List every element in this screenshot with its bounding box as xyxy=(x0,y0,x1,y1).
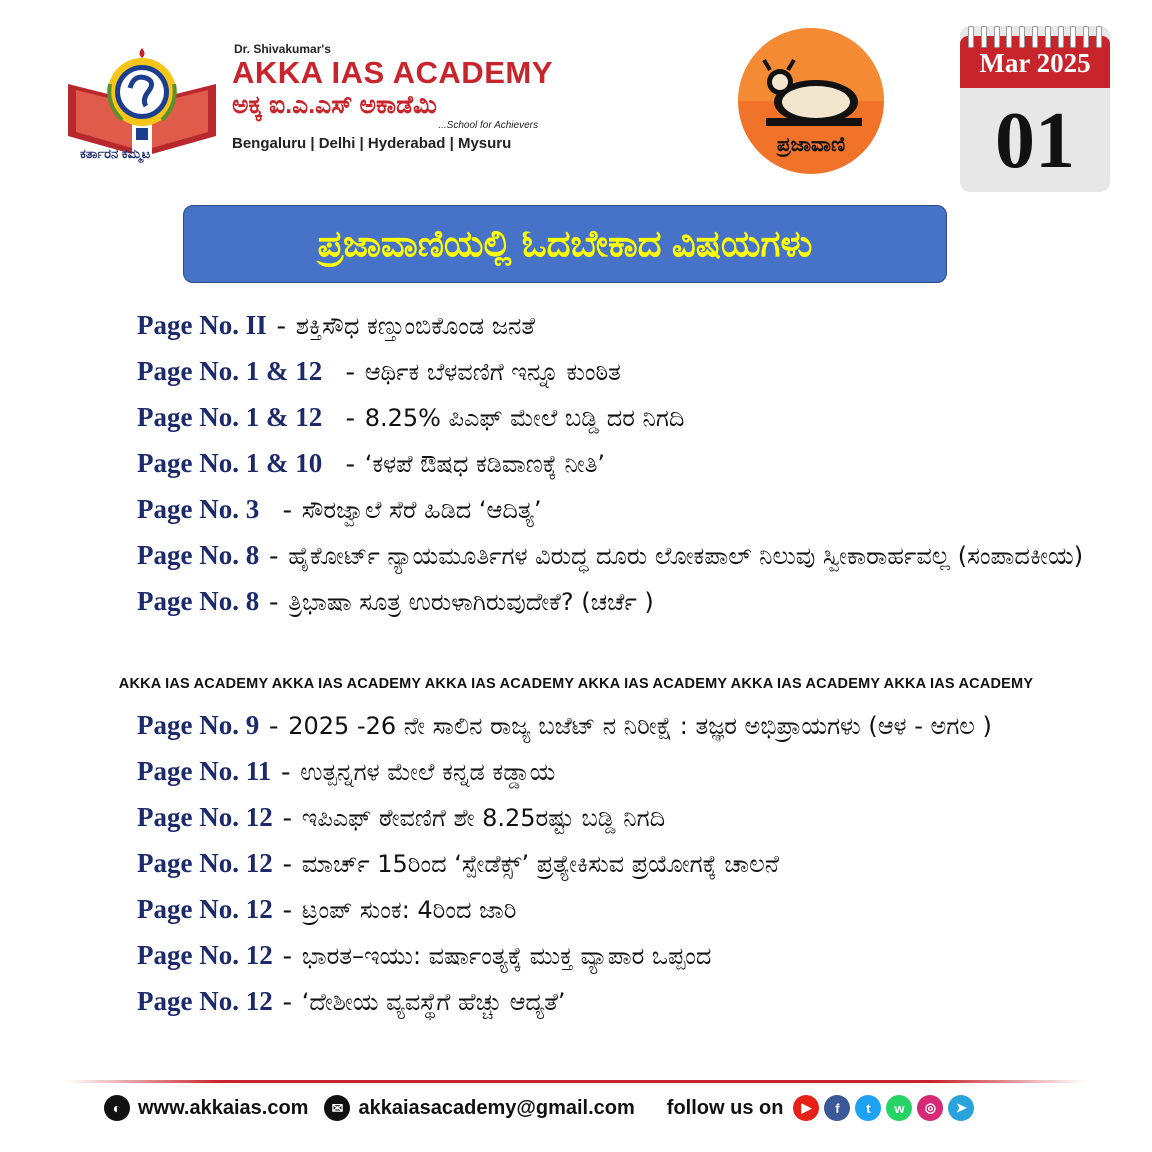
brand-prefix: Dr. Shivakumar's xyxy=(234,42,331,56)
article-title: ಸೌರಜ್ವಾಲೆ ಸೆರೆ ಹಿಡಿದ ‘ಆದಿತ್ಯ’ xyxy=(301,496,542,524)
facebook-icon[interactable]: f xyxy=(824,1095,850,1121)
page-number: Page No. 8 xyxy=(137,540,260,570)
page-number: Page No. 1 & 12 xyxy=(137,356,323,386)
globe-icon: ◐ xyxy=(104,1095,130,1121)
article-row: Page No. 3 - ಸೌರಜ್ವಾಲೆ ಸೆರೆ ಹಿಡಿದ ‘ಆದಿತ್ಯ’ xyxy=(137,494,542,524)
title-banner: ಪ್ರಜಾವಾಣಿಯಲ್ಲಿ ಓದಬೇಕಾದ ವಿಷಯಗಳು xyxy=(183,205,947,283)
article-row: Page No. 8 - ತ್ರಿಭಾಷಾ ಸೂತ್ರ ಉರುಳಾಗಿರುವುದೇಕೆ? (ಚರ್ಚೆ ) xyxy=(137,586,654,616)
page-number: Page No. 12 xyxy=(137,802,273,832)
article-list-bottom xyxy=(137,708,1097,1030)
article-title: ಉತ್ಪನ್ನಗಳ ಮೇಲೆ ಕನ್ನಡ ಕಡ್ಡಾಯ xyxy=(300,758,556,786)
article-row: Page No. 12 - ಮಾರ್ಚ್ 15ರಿಂದ ‘ಸ್ಪೇಡೆಕ್ಸ್’ ಪ್ರತ್ಯೇಕಿಸುವ ಪ್ರಯೋಗಕ್ಕೆ ಚಾಲನೆ xyxy=(137,848,780,878)
page-number: Page No. II xyxy=(137,310,267,340)
page-number: Page No. 12 xyxy=(137,848,273,878)
article-title: ಶಕ್ತಿಸೌಧ ಕಣ್ತುಂಬಿಕೊಂಡ ಜನತೆ xyxy=(295,312,535,340)
article-title: ಇಪಿಎಫ್ ಠೇವಣಿಗೆ ಶೇ 8.25ರಷ್ಟು ಬಡ್ಡಿ ನಿಗದಿ xyxy=(301,804,666,832)
brand-cities: Bengaluru | Delhi | Hyderabad | Mysuru xyxy=(232,135,512,152)
mail-icon: ✉ xyxy=(324,1095,350,1121)
brand-tagline: ...School for Achievers xyxy=(438,120,538,131)
article-title: ಮಾರ್ಚ್ 15ರಿಂದ ‘ಸ್ಪೇಡೆಕ್ಸ್’ ಪ್ರತ್ಯೇಕಿಸುವ ಪ್ರಯೋಗಕ್ಕೆ ಚಾಲನೆ xyxy=(301,850,780,878)
article-row: Page No. 1 & 12 - ಆರ್ಥಿಕ ಬೆಳವಣಿಗೆ ಇನ್ನೂ ಕುಂಠಿತ xyxy=(137,356,621,386)
telegram-icon[interactable]: ➤ xyxy=(948,1095,974,1121)
article-title: ಭಾರತ–ಇಯು: ವರ್ಷಾಂತ್ಯಕ್ಕೆ ಮುಕ್ತ ವ್ಯಾಪಾರ ಒಪ್ಪಂದ xyxy=(301,942,712,970)
follow-label: follow us on xyxy=(666,1096,784,1119)
article-row: Page No. 12 - ಭಾರತ–ಇಯು: ವರ್ಷಾಂತ್ಯಕ್ಕೆ ಮುಕ್ತ ವ್ಯಾಪಾರ ಒಪ್ಪಂದ xyxy=(137,940,712,970)
page-number: Page No. 3 xyxy=(137,494,260,524)
email-link[interactable]: akkaiasacademy@gmail.com xyxy=(358,1096,635,1119)
article-title: 8.25% ಪಿಎಫ್ ಮೇಲೆ ಬಡ್ಡಿ ದರ ನಿಗದಿ xyxy=(364,404,685,432)
footer xyxy=(104,1092,979,1124)
article-title: ಟ್ರಂಪ್ ಸುಂಕ: 4ರಿಂದ ಜಾರಿ xyxy=(301,896,517,924)
article-row: Page No. 8 - ಹೈಕೋರ್ಟ್ ನ್ಯಾಯಮೂರ್ತಿಗಳ ವಿರುದ್ಧ ದೂರು ಲೋಕಪಾಲ್ ನಿಲುವು ಸ್ವೀಕಾರಾರ್ಹವಲ್ಲ (ಸಂಪಾದಕೀಯ) xyxy=(137,540,1084,570)
article-row: Page No. 1 & 12 - 8.25% ಪಿಎಫ್ ಮೇಲೆ ಬಡ್ಡಿ ದರ ನಿಗದಿ xyxy=(137,402,685,432)
page-number: Page No. 12 xyxy=(137,894,273,924)
article-row: Page No. 11 - ಉತ್ಪನ್ನಗಳ ಮೇಲೆ ಕನ್ನಡ ಕಡ್ಡಾಯ xyxy=(137,756,556,786)
page-number: Page No. 12 xyxy=(137,986,273,1016)
watermark-strip: AKKA IAS ACADEMY AKKA IAS ACADEMY AKKA IAS ACADEMY AKKA IAS ACADEMY AKKA IAS ACADEMY AKKA IAS ACADEMY xyxy=(118,676,1034,692)
page-number: Page No. 9 xyxy=(137,710,260,740)
calendar-rings xyxy=(968,26,1102,46)
prajavani-logo xyxy=(736,26,886,176)
page-number: Page No. 1 & 10 xyxy=(137,448,323,478)
article-row: Page No. 1 & 10 - ‘ಕಳಪೆ ಔಷಧ ಕಡಿವಾಣಕ್ಕೆ ನೀತಿ’ xyxy=(137,448,606,478)
youtube-icon[interactable]: ▶ xyxy=(793,1095,819,1121)
article-title: ತ್ರಿಭಾಷಾ ಸೂತ್ರ ಉರುಳಾಗಿರುವುದೇಕೆ? (ಚರ್ಚೆ ) xyxy=(288,588,654,616)
article-row: Page No. 9 - 2025 -26 ನೇ ಸಾಲಿನ ರಾಜ್ಯ ಬಜೆಟ್ ನ ನಿರೀಕ್ಷೆ : ತಜ್ಞರ ಅಭಿಪ್ರಾಯಗಳು (ಆಳ - ಅಗಲ ) xyxy=(137,710,992,740)
article-title: ‘ದೇಶೀಯ ವ್ಯವಸ್ಥೆಗೆ ಹೆಚ್ಚು ಆದ್ಯತೆ’ xyxy=(301,988,566,1016)
twitter-icon[interactable]: t xyxy=(855,1095,881,1121)
brand-name-kannada: ಅಕ್ಕ ಐ.ಎ.ಎಸ್ ಅಕಾಡೆಮಿ xyxy=(232,91,437,119)
website-link[interactable]: www.akkaias.com xyxy=(138,1096,309,1119)
article-row: Page No. II - ಶಕ್ತಿಸೌಧ ಕಣ್ತುಂಬಿಕೊಂಡ ಜನತೆ xyxy=(137,310,535,340)
calendar-day: 01 xyxy=(995,97,1075,185)
article-row: Page No. 12 - ಟ್ರಂಪ್ ಸುಂಕ: 4ರಿಂದ ಜಾರಿ xyxy=(137,894,517,924)
instagram-icon[interactable]: ◎ xyxy=(917,1095,943,1121)
article-title: ‘ಕಳಪೆ ಔಷಧ ಕಡಿವಾಣಕ್ಕೆ ನೀತಿ’ xyxy=(364,450,606,478)
article-title: ಆರ್ಥಿಕ ಬೆಳವಣಿಗೆ ಇನ್ನೂ ಕುಂಠಿತ xyxy=(364,358,621,386)
page-number: Page No. 12 xyxy=(137,940,273,970)
page-number: Page No. 8 xyxy=(137,586,260,616)
article-title: ಹೈಕೋರ್ಟ್ ನ್ಯಾಯಮೂರ್ತಿಗಳ ವಿರುದ್ಧ ದೂರು ಲೋಕಪಾಲ್ ನಿಲುವು ಸ್ವೀಕಾರಾರ್ಹವಲ್ಲ (ಸಂಪಾದಕೀಯ) xyxy=(288,542,1084,570)
page-number: Page No. 11 xyxy=(137,756,272,786)
article-title: 2025 -26 ನೇ ಸಾಲಿನ ರಾಜ್ಯ ಬಜೆಟ್ ನ ನಿರೀಕ್ಷೆ : ತಜ್ಞರ ಅಭಿಪ್ರಾಯಗಳು (ಆಳ - ಅಗಲ ) xyxy=(288,712,992,740)
footer-divider xyxy=(66,1080,1086,1083)
calendar-month: Mar 2025 xyxy=(979,48,1091,78)
whatsapp-icon[interactable]: w xyxy=(886,1095,912,1121)
date-calendar xyxy=(960,26,1110,192)
page-number: Page No. 1 & 12 xyxy=(137,402,323,432)
newspaper-name: ಪ್ರಜಾವಾಣಿ xyxy=(776,132,846,156)
logo-caption: ಕರ್ತಾರನ ಕಮ್ಮಟ xyxy=(80,146,151,161)
brand-block xyxy=(232,42,562,152)
brand-name: AKKA IAS ACADEMY xyxy=(232,55,553,90)
article-row: Page No. 12 - ಇಪಿಎಫ್ ಠೇವಣಿಗೆ ಶೇ 8.25ರಷ್ಟು ಬಡ್ಡಿ ನಿಗದಿ xyxy=(137,802,666,832)
article-list-top xyxy=(137,308,1097,630)
article-row: Page No. 12 - ‘ದೇಶೀಯ ವ್ಯವಸ್ಥೆಗೆ ಹೆಚ್ಚು ಆದ್ಯತೆ’ xyxy=(137,986,566,1016)
social-icons xyxy=(793,1095,979,1121)
